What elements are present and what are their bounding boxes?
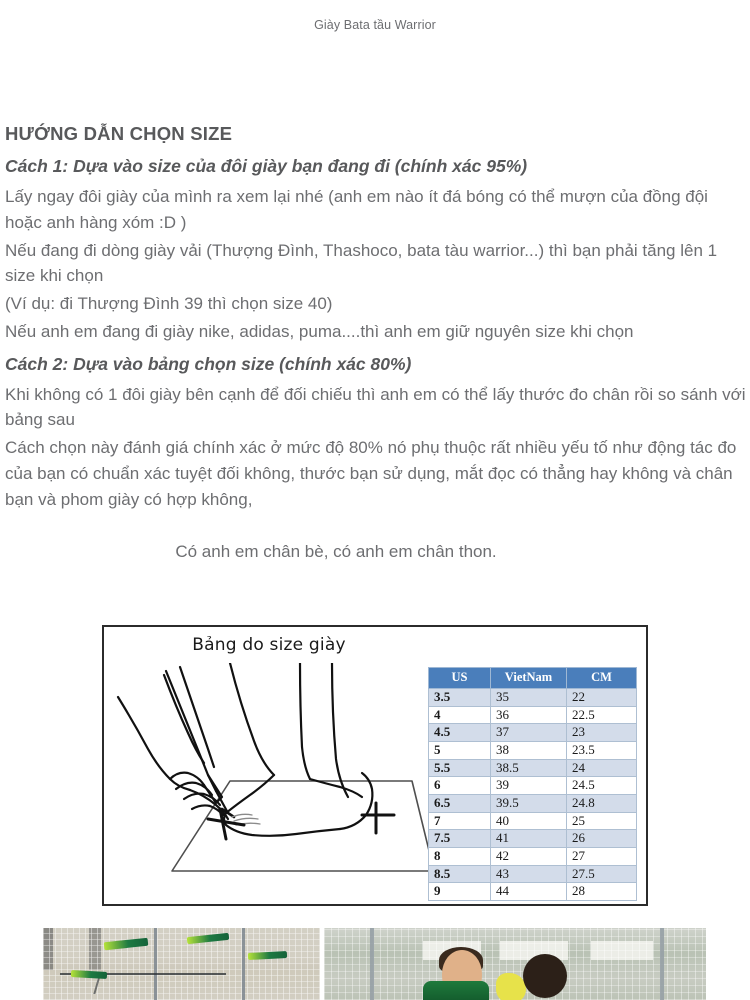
size-table-container: [428, 667, 636, 901]
center-note: Có anh em chân bè, có anh em chân thon.: [175, 541, 497, 561]
photo-football-pitch: [43, 928, 320, 1000]
cell-cm: 26: [567, 830, 637, 848]
method-1-paragraph-1: Lấy ngay đôi giày của mình ra xem lại nhé (anh em nào ít đá bóng có thể mượn của đồng đội hoặc anh hàng xóm :D ): [5, 186, 708, 232]
cell-cm: 24: [567, 759, 637, 777]
column-header-vietnam: VietNam: [491, 668, 567, 689]
method-2-paragraph-2: Cách chọn này đánh giá chính xác ở mức độ 80% nó phụ thuộc rất nhiều yếu tố như động tác đo của bạn có chuẩn xác tuyệt đối không, thước bạn sử dụng, mắt đọc có thẳng hay không và chân bạn và phom giày có hợp không,: [5, 438, 737, 509]
cell-us: 6.5: [429, 794, 491, 812]
cell-us: 5.5: [429, 759, 491, 777]
method-1-paragraph-4: Nếu anh em đang đi giày nike, adidas, puma....thì anh em giữ nguyên size khi chọn: [5, 322, 634, 342]
cell-vietnam: 39: [491, 777, 567, 795]
cell-us: 8: [429, 847, 491, 865]
cell-us: 5: [429, 742, 491, 760]
cell-us: 4: [429, 706, 491, 724]
table-row: [429, 812, 637, 830]
cell-us: 6: [429, 777, 491, 795]
cell-vietnam: 37: [491, 724, 567, 742]
cell-us: 8.5: [429, 865, 491, 883]
column-header-us: US: [429, 668, 491, 689]
table-row: [429, 830, 637, 848]
column-header-cm: CM: [567, 668, 637, 689]
method-1-paragraph-3: (Ví dụ: đi Thượng Đình 39 thì chọn size 40): [5, 294, 333, 314]
table-header-row: [429, 668, 637, 689]
photo-player-jersey: [423, 981, 489, 1000]
photo-pole: [660, 928, 664, 1000]
cell-vietnam: 38.5: [491, 759, 567, 777]
table-row: [429, 794, 637, 812]
table-row: [429, 883, 637, 901]
cell-vietnam: 41: [491, 830, 567, 848]
photo-player-celebrating: [324, 928, 706, 1000]
cell-cm: 22: [567, 689, 637, 707]
table-row: [429, 865, 637, 883]
cell-cm: 24.8: [567, 794, 637, 812]
cell-us: 9: [429, 883, 491, 901]
cell-cm: 27.5: [567, 865, 637, 883]
cell-vietnam: 36: [491, 706, 567, 724]
cell-cm: 23: [567, 724, 637, 742]
photo-pole: [242, 928, 245, 1000]
cell-us: 3.5: [429, 689, 491, 707]
method-1-heading: Cách 1: Dựa vào size của đôi giày bạn đang đi (chính xác 95%): [5, 156, 528, 177]
cell-us: 7.5: [429, 830, 491, 848]
foot-measure-illustration-icon: [104, 663, 434, 903]
cell-cm: 22.5: [567, 706, 637, 724]
photo-pole: [370, 928, 374, 1000]
table-row: [429, 777, 637, 795]
cell-vietnam: 44: [491, 883, 567, 901]
cell-us: 4.5: [429, 724, 491, 742]
article-body: [5, 122, 747, 564]
table-row: [429, 742, 637, 760]
shoe-size-table: [428, 667, 637, 901]
bottom-photo-strip: [43, 928, 706, 1000]
table-row: [429, 724, 637, 742]
cell-cm: 25: [567, 812, 637, 830]
table-row: [429, 759, 637, 777]
cell-vietnam: 40: [491, 812, 567, 830]
cell-cm: 23.5: [567, 742, 637, 760]
cell-vietnam: 35: [491, 689, 567, 707]
method-1-paragraph-2: Nếu đang đi dòng giày vải (Thượng Đình, Thashoco, bata tàu warrior...) thì bạn phải tăng lên 1 size khi chọn: [5, 240, 718, 286]
size-chart-frame: [102, 625, 648, 906]
cell-vietnam: 39.5: [491, 794, 567, 812]
table-row: [429, 706, 637, 724]
cell-vietnam: 42: [491, 847, 567, 865]
table-row: [429, 689, 637, 707]
size-chart-title: Bảng do size giày: [192, 635, 346, 655]
cell-vietnam: 38: [491, 742, 567, 760]
page-title: HƯỚNG DẪN CHỌN SIZE: [5, 123, 233, 144]
page-header-title: Giày Bata tầu Warrior: [314, 18, 436, 32]
photo-second-person-head: [523, 954, 567, 998]
cell-us: 7: [429, 812, 491, 830]
method-2-heading: Cách 2: Dựa vào bảng chọn size (chính xác 80%): [5, 353, 412, 374]
cell-cm: 24.5: [567, 777, 637, 795]
table-row: [429, 847, 637, 865]
cell-vietnam: 43: [491, 865, 567, 883]
cell-cm: 28: [567, 883, 637, 901]
method-2-paragraph-1: Khi không có 1 đôi giày bên cạnh để đối chiếu thì anh em có thể lấy thước đo chân rồi so sánh với bảng sau: [5, 384, 746, 430]
cell-cm: 27: [567, 847, 637, 865]
